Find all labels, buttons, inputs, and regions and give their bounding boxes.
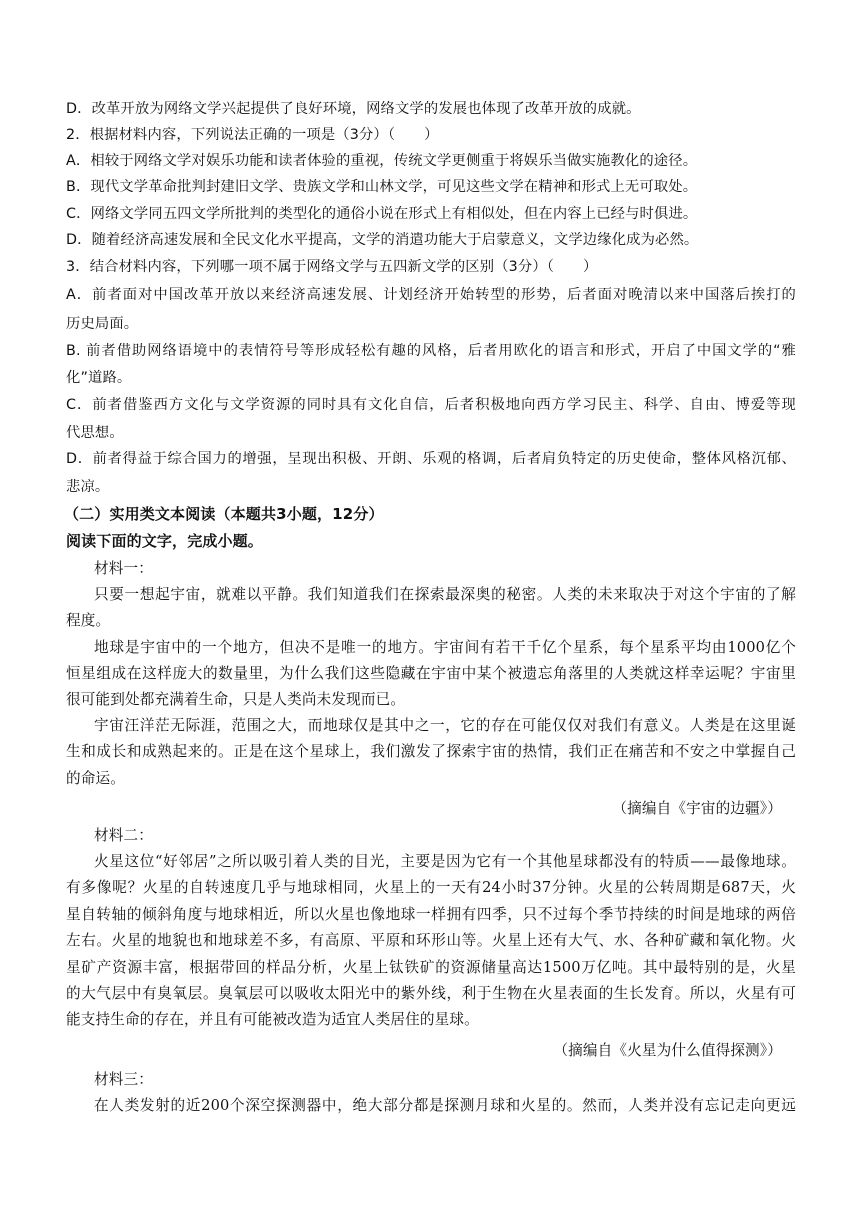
material-1-para-1-cont: 程度。 bbox=[66, 612, 111, 629]
material-1-para-2-end: 很可能到处都充满着生命，只是人类尚未发现而已。 bbox=[66, 691, 406, 708]
question-2: 2．根据材料内容，下列说法正确的一项是（3分）（ ） bbox=[66, 127, 439, 143]
material-1-para-1: 只要一想起宇宙，就难以平静。我们知道我们在探索最深奥的秘密。人类的未来取决于对这个宇宙的了解 bbox=[94, 586, 796, 603]
option-a-q3: A．前者面对中国改革开放以来经济高速发展、计划经济开始转型的形势，后者面对晚清以来中国落后挨打的 bbox=[66, 287, 796, 303]
material-1-para-2-cont: 恒星组成在这样庞大的数量里，为什么我们这些隐藏在宇宙中某个被遗忘角落里的人类就这样幸运呢？宇宙里 bbox=[66, 665, 796, 682]
section-instruction: 阅读下面的文字，完成小题。 bbox=[66, 532, 263, 550]
material-2-para-1-l4: 左右。火星的地貌也和地球差不多，有高原、平原和环形山等。火星上还有大气、水、各种矿藏和氧化物。火 bbox=[66, 932, 796, 949]
option-d-q1: D．改革开放为网络文学兴起提供了良好环境，网络文学的发展也体现了改革开放的成就。 bbox=[66, 101, 641, 117]
option-c-q3: C．前者借鉴西方文化与文学资源的同时具有文化自信，后者积极地向西方学习民主、科学、自由、博爱等现 bbox=[66, 397, 796, 413]
option-d-q3-cont: 悲凉。 bbox=[66, 479, 110, 495]
option-d-q2: D．随着经济高速发展和全民文化水平提高，文学的消遣功能大于启蒙意义，文学边缘化成为必然。 bbox=[66, 232, 699, 248]
material-2-para-1: 火星这位“好邻居”之所以吸引着人类的目光，主要是因为它有一个其他星球都没有的特质——最像地球。 bbox=[94, 853, 796, 870]
material-2-para-1-l2: 有多像呢？火星的自转速度几乎与地球相同，火星上的一天有24小时37分钟。火星的公转周期是687天，火 bbox=[66, 879, 796, 896]
material-2-para-1-end: 能支持生命的存在，并且有可能被改造为适宜人类居住的星球。 bbox=[66, 1011, 479, 1028]
material-3-label: 材料三： bbox=[94, 1071, 153, 1088]
material-2-para-1-l6: 的大气层中有臭氧层。臭氧层可以吸收太阳光中的紫外线，利于生物在火星表面的生长发育。所以，火星有可 bbox=[66, 985, 796, 1002]
section-heading: （二）实用类文本阅读（本题共3小题，12分） bbox=[64, 505, 384, 523]
material-1-source: （摘编自《宇宙的边疆》） bbox=[612, 800, 782, 817]
option-d-q3: D．前者得益于综合国力的增强，呈现出积极、开朗、乐观的格调，后者肩负特定的历史使命，整体风格沉郁、 bbox=[66, 451, 796, 467]
option-c-q3-cont: 代思想。 bbox=[66, 425, 124, 441]
option-a-q3-cont: 历史局面。 bbox=[66, 316, 139, 332]
material-2-source: （摘编自《火星为什么值得探测》） bbox=[553, 1042, 782, 1059]
option-b-q3: B. 前者借助网络语境中的表情符号等形成轻松有趣的风格，后者用欧化的语言和形式，开启了中国文学的“雅 bbox=[66, 343, 796, 359]
material-1-para-3: 宇宙汪洋茫无际涯，范围之大，而地球仅是其中之一，它的存在可能仅仅对我们有意义。人类是在这里诞 bbox=[94, 717, 796, 734]
material-2-para-1-l5: 星矿产资源丰富，根据带回的样品分析，火星上钛铁矿的资源储量高达1500万亿吨。其中最特别的是，火星 bbox=[66, 959, 796, 976]
option-b-q2: B．现代文学革命批判封建旧文学、贵族文学和山林文学，可见这些文学在精神和形式上无可取处。 bbox=[66, 179, 698, 195]
material-1-para-3-end: 的命运。 bbox=[66, 770, 125, 787]
question-3: 3．结合材料内容，下列哪一项不属于网络文学与五四新文学的区别（3分）（ ） bbox=[66, 259, 598, 275]
material-1-para-2: 地球是宇宙中的一个地方，但决不是唯一的地方。宇宙间有若干千亿个星系，每个星系平均由1000亿个 bbox=[94, 639, 796, 656]
option-a-q2: A．相较于网络文学对娱乐功能和读者体验的重视，传统文学更侧重于将娱乐当做实施教化的途径。 bbox=[66, 153, 698, 169]
material-1-label: 材料一： bbox=[94, 560, 153, 577]
option-c-q2: C．网络文学同五四文学所批判的类型化的通俗小说在形式上有相似处，但在内容上已经与时俱进。 bbox=[66, 206, 698, 222]
material-2-para-1-l3: 星自转轴的倾斜角度与地球相近，所以火星也像地球一样拥有四季，只不过每个季节持续的时间是地球的两倍 bbox=[66, 906, 796, 923]
material-3-para-1: 在人类发射的近200个深空探测器中，绝大部分都是探测月球和火星的。然而，人类并没有忘记走向更远 bbox=[94, 1097, 796, 1114]
material-2-label: 材料二： bbox=[94, 827, 153, 844]
material-1-para-3-cont: 生和成长和成熟起来的。正是在这个星球上，我们激发了探索宇宙的热情，我们正在痛苦和不安之中掌握自己 bbox=[66, 743, 796, 760]
option-b-q3-cont: 化”道路。 bbox=[66, 370, 132, 386]
